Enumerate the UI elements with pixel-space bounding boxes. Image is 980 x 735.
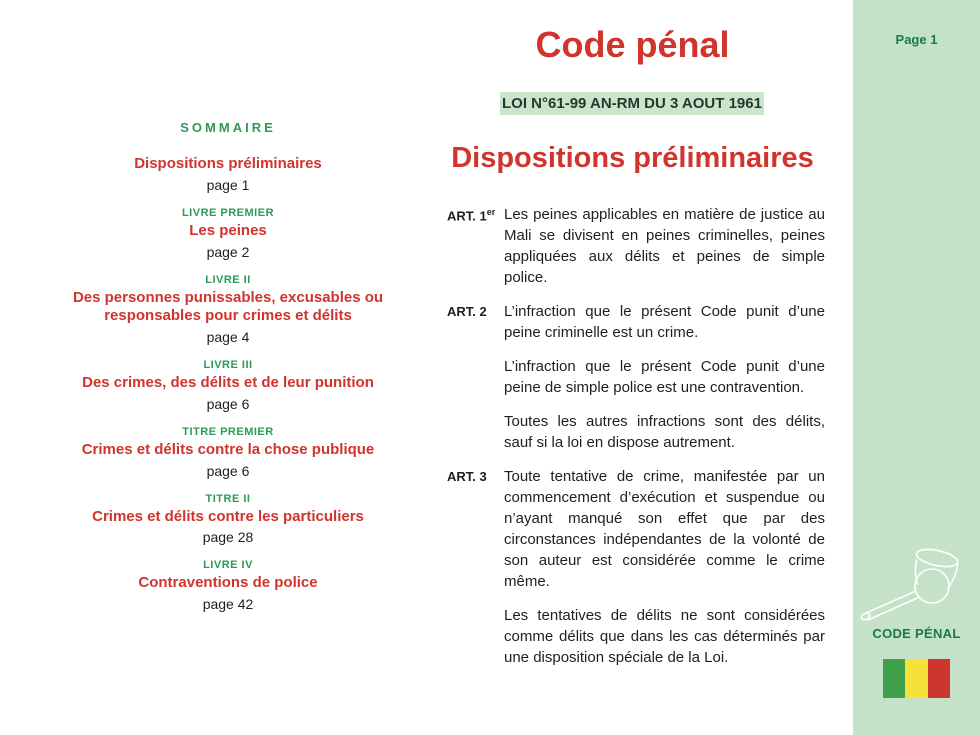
- toc-entry-title[interactable]: Crimes et délits contre les particuliers: [92, 507, 364, 525]
- right-edge-strip: [853, 0, 980, 735]
- flag-red-stripe: [928, 659, 950, 698]
- flag-green-stripe: [883, 659, 905, 698]
- article-paragraph: Les tentatives de délits ne sont considérées comme délits que dans les cas déterminés par une disposition spéciale de la Loi.: [504, 607, 825, 666]
- article-body: [504, 466, 825, 681]
- toc-entry-title[interactable]: Des crimes, des délits et de leur punition: [82, 374, 374, 391]
- article-paragraph: Les peines applicables en matière de justice au Mali se divisent en peines criminelles, peines appliquées aux délits et peines de simple police.: [504, 206, 825, 286]
- toc-entry[interactable]: [58, 559, 398, 612]
- article-paragraph: L’infraction que le présent Code punit d’une peine de simple police est une contravention.: [504, 358, 825, 396]
- flag-yellow-stripe: [905, 659, 927, 698]
- toc-entry-title[interactable]: Contraventions de police: [138, 574, 318, 592]
- articles-section: [447, 204, 825, 681]
- toc-entry-page: page 1: [206, 176, 250, 193]
- article-paragraph: Toute tentative de crime, manifestée par un commencement d’exécution et suspendue ou n’ayant manqué son effet que par des circonstances indépendantes de la volonté de son auteur est considérée comme le crime même.: [504, 468, 825, 590]
- article-paragraph: Toutes les autres infractions sont des délits, sauf si la loi en dispose autrement.: [504, 413, 825, 451]
- article-label: [447, 466, 504, 681]
- article-number-suffix: er: [486, 207, 496, 217]
- toc-entry[interactable]: [58, 155, 398, 193]
- gavel-icon: [853, 543, 980, 627]
- article-number: ART. 1: [447, 208, 487, 224]
- toc-entry[interactable]: [58, 426, 398, 479]
- toc-heading: SOMMAIRE: [180, 120, 276, 135]
- toc-entry[interactable]: [58, 207, 398, 260]
- article-body: [504, 301, 825, 466]
- toc-entry-page: page 28: [202, 529, 254, 546]
- toc-entry-title[interactable]: Des personnes punissables, excusables ou responsables pour crimes et délits: [72, 288, 384, 325]
- article-label: [447, 204, 504, 301]
- law-reference-banner: LOI N°61-99 AN-RM DU 3 AOUT 1961: [500, 92, 764, 115]
- toc-entry-page: page 6: [206, 395, 250, 412]
- article: [447, 301, 825, 466]
- strip-code-penal-label: CODE PÉNAL: [872, 626, 961, 641]
- toc-entry-kicker: TITRE PREMIER: [182, 425, 274, 438]
- document-title: Code pénal: [535, 24, 730, 65]
- page-number-label: Page 1: [895, 32, 938, 47]
- toc-entry-kicker: LIVRE IV: [203, 559, 253, 572]
- toc-entry-kicker: LIVRE II: [205, 273, 251, 286]
- article: [447, 204, 825, 301]
- toc-entry[interactable]: [58, 493, 398, 546]
- toc-entry-kicker: LIVRE III: [203, 359, 253, 371]
- article-paragraph: L’infraction que le présent Code punit d’une peine criminelle est un crime.: [504, 303, 825, 341]
- toc-entry-page: page 42: [202, 596, 254, 612]
- table-of-contents: [58, 120, 398, 621]
- section-heading: Dispositions préliminaires: [451, 142, 814, 174]
- toc-entry-title[interactable]: Dispositions préliminaires: [134, 155, 322, 172]
- toc-entry-page: page 2: [206, 243, 250, 260]
- toc-entry-title[interactable]: Les peines: [189, 221, 267, 239]
- toc-entry-title[interactable]: Crimes et délits contre la chose publique: [81, 440, 375, 458]
- toc-entry-page: page 6: [206, 462, 250, 479]
- article-number: ART. 3: [447, 469, 487, 484]
- article-number: ART. 2: [447, 304, 487, 319]
- article-label: [447, 301, 504, 466]
- toc-entry[interactable]: [58, 359, 398, 412]
- mali-flag: [883, 659, 950, 698]
- article: [447, 466, 825, 681]
- toc-entry[interactable]: [58, 274, 398, 346]
- toc-entry-kicker: LIVRE PREMIER: [181, 206, 275, 219]
- article-body: [504, 204, 825, 301]
- toc-entry-page: page 4: [206, 329, 250, 345]
- toc-entry-kicker: TITRE II: [205, 492, 251, 505]
